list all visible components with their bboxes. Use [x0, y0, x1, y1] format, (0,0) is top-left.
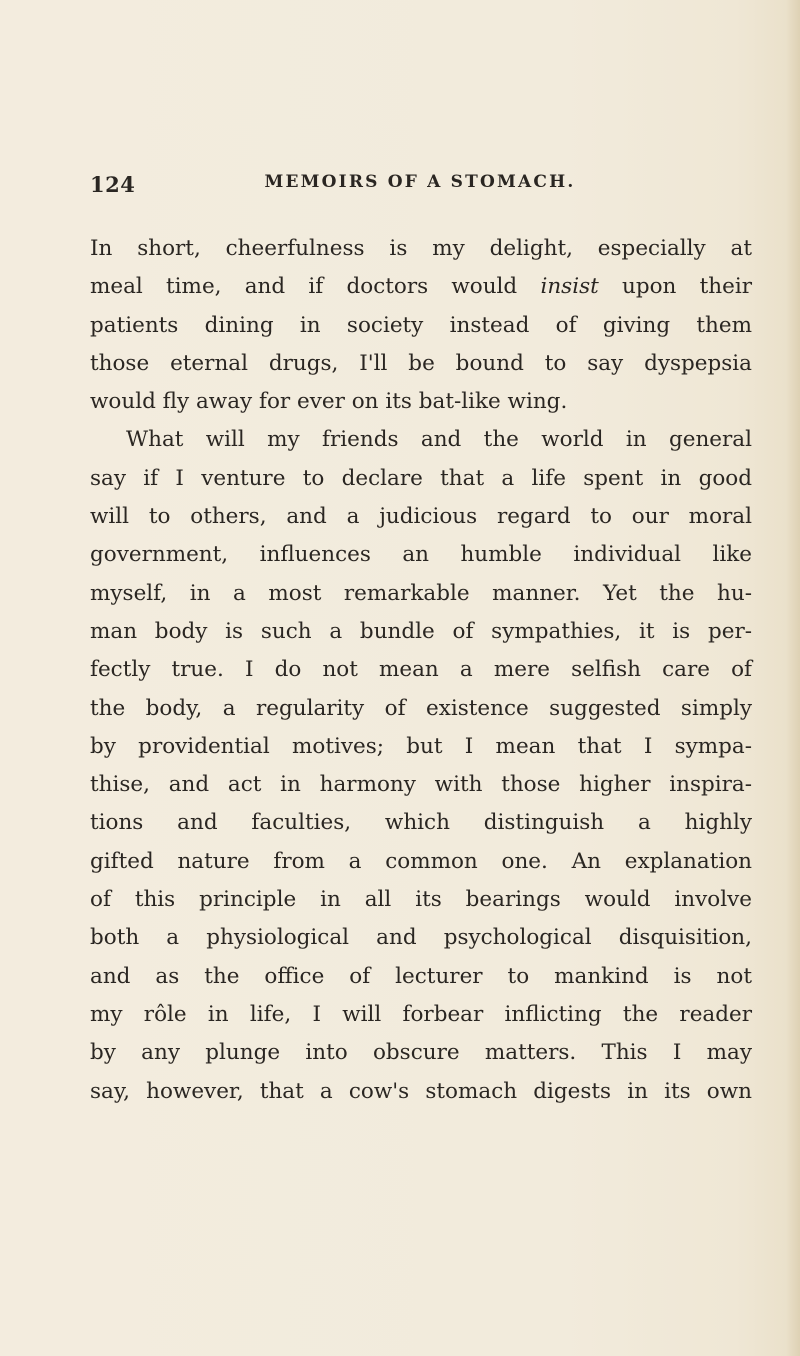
text-line: tions and faculties, which distinguish a highly [90, 810, 752, 836]
text-line: say, however, that a cow's stomach digests in its own [90, 1078, 752, 1104]
text-line: of this principle in all its bearings would involve [90, 887, 752, 913]
text-line: government, influences an humble individual like [90, 542, 752, 568]
italic-word: insist [540, 274, 599, 300]
text-line: by any plunge into obscure matters. This I may [90, 1040, 752, 1066]
text-line: those eternal drugs, I'll be bound to say dyspepsia [90, 350, 752, 376]
text-line: and as the office of lecturer to mankind is not [90, 963, 752, 989]
text-line: by providential motives; but I mean that I sympa- [90, 733, 752, 759]
body-text [90, 230, 752, 1111]
text-line: would fly away for ever on its bat-like wing. [90, 389, 568, 415]
text-line: thise, and act in harmony with those higher inspira- [90, 772, 752, 798]
text-line [90, 268, 752, 306]
text-line: gifted nature from a common one. An explanation [90, 848, 752, 874]
text-line: will to others, and a judicious regard to our moral [90, 504, 752, 530]
text-line: What will my friends and the world in general [126, 427, 752, 453]
page-edge-shadow [786, 0, 800, 1356]
text-line: say if I venture to declare that a life spent in good [90, 465, 752, 491]
text-line: my rôle in life, I will forbear inflicting the reader [90, 1001, 752, 1027]
text-line: In short, cheerfulness is my delight, especially at [90, 236, 752, 261]
text-line: patients dining in society instead of giving them [90, 312, 752, 338]
page-number: 124 [90, 172, 136, 197]
text-line: man body is such a bundle of sympathies, it is per- [90, 618, 752, 644]
text-line: the body, a regularity of existence suggested simply [90, 695, 752, 721]
running-head [90, 172, 750, 200]
text-line: myself, in a most remarkable manner. Yet the hu- [90, 580, 752, 606]
text-fragment: upon their [598, 274, 752, 300]
text-line: both a physiological and psychological disquisition, [90, 925, 752, 951]
running-title: MEMOIRS OF A STOMACH. [264, 172, 576, 192]
text-line: fectly true. I do not mean a mere selfish care of [90, 657, 752, 683]
text-fragment: meal time, and if doctors would [90, 274, 541, 300]
